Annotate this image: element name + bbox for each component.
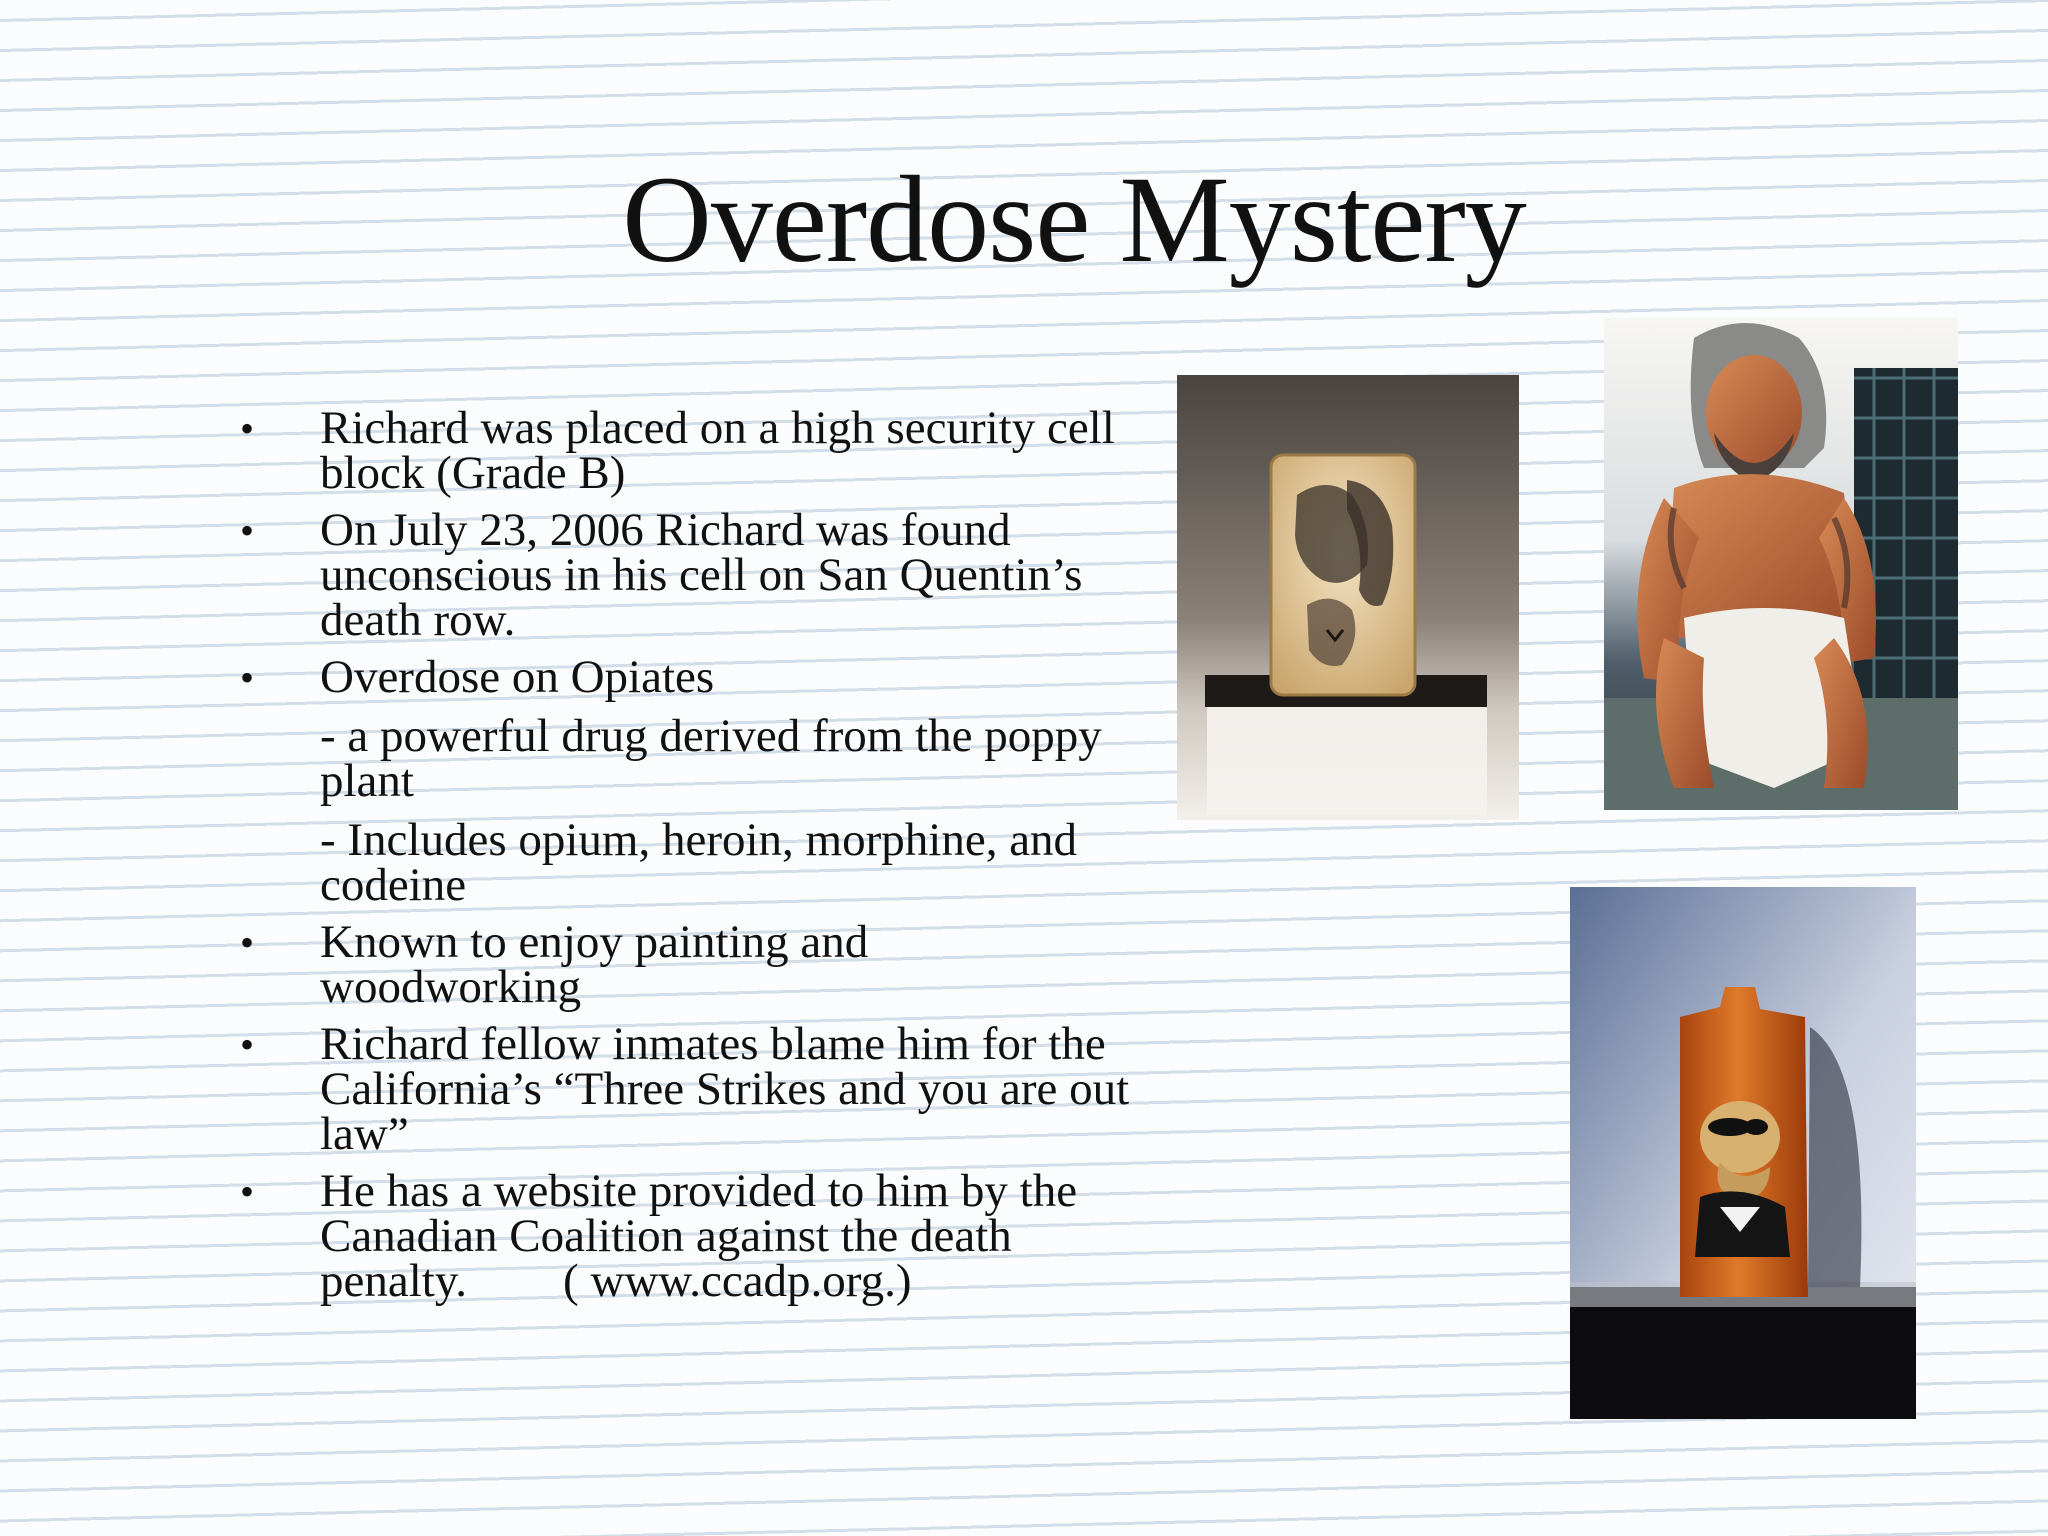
sub-text: - a powerful drug derived from the poppy plant (320, 710, 1102, 807)
bullet-list (240, 402, 1140, 1316)
sub-item (240, 710, 1140, 807)
bullet-text: On July 23, 2006 Richard was found unconscious in his cell on San Quentin’s death row. (320, 504, 1083, 646)
bullet-text: He has a website provided to him by the Canadian Coalition against the death penalty. (320, 1165, 1078, 1307)
painted-lighter-camel-image (1570, 887, 1916, 1419)
tattooed-man-portrait-icon (1604, 318, 1958, 810)
sub-item (240, 814, 1140, 911)
bullet-item (240, 916, 1140, 1013)
painted-tile-wolf-image (1177, 375, 1519, 820)
bullet-text: Known to enjoy painting and woodworking (320, 916, 869, 1013)
painted-tile-wolf-icon (1177, 375, 1519, 820)
bullet-item (240, 402, 1140, 499)
bullet-item (240, 1018, 1140, 1160)
bullet-item (240, 1165, 1140, 1307)
slide-title: Overdose Mystery (622, 151, 1526, 288)
bullet-item (240, 651, 1140, 703)
sub-text: - Includes opium, heroin, morphine, and codeine (320, 814, 1078, 911)
painted-lighter-camel-icon (1570, 887, 1916, 1419)
website-link-text: ( www.ccadp.org.) (563, 1255, 912, 1307)
tattooed-man-portrait-image (1604, 318, 1958, 810)
bullet-text: Overdose on Opiates (320, 651, 715, 703)
bullet-text: Richard was placed on a high security cell block (Grade B) (320, 402, 1115, 499)
bullet-item (240, 504, 1140, 646)
bullet-text: Richard fellow inmates blame him for the California’s “Three Strikes and you are out law” (320, 1018, 1130, 1160)
